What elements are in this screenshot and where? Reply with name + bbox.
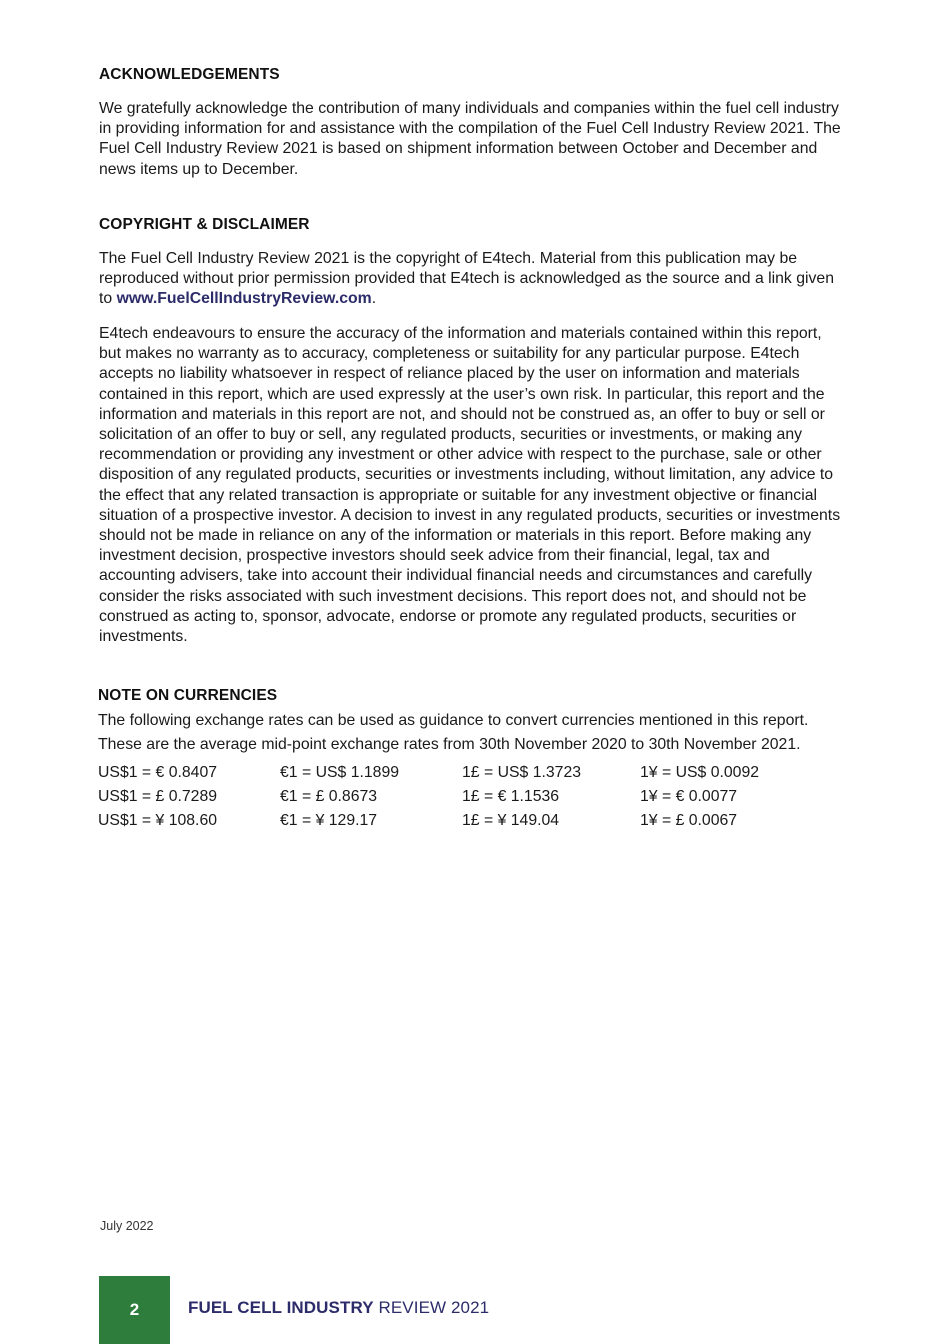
exchange-rate: €1 = ¥ 129.17	[280, 812, 378, 829]
copyright-body	[99, 249, 839, 310]
exchange-rate: €1 = £ 0.8673	[280, 788, 378, 805]
exchange-rate: 1£ = ¥ 149.04	[462, 812, 560, 829]
exchange-rate-row	[98, 761, 858, 785]
footer-title-bold: FUEL CELL INDUSTRY	[188, 1298, 374, 1317]
currencies-heading: NOTE ON CURRENCIES	[98, 687, 278, 704]
website-link[interactable]: www.FuelCellIndustryReview.com	[116, 290, 372, 308]
footer-title	[188, 1298, 489, 1318]
exchange-rates-table	[98, 761, 858, 833]
exchange-rate: US$1 = £ 0.7289	[98, 788, 218, 805]
currencies-intro-line2: These are the average mid-point exchange rates from 30th November 2020 to 30th November 2021.	[98, 736, 801, 753]
copyright-body-text: The Fuel Cell Industry Review 2021 is the copyright of E4tech. Material from this publication may be reproduced without prior permission provided that E4tech is acknowledged as the source and a link given to	[99, 250, 834, 308]
page-number-box	[99, 1276, 170, 1344]
exchange-rate-row	[98, 785, 858, 809]
copyright-heading: COPYRIGHT & DISCLAIMER	[99, 216, 310, 233]
acknowledgements-heading: ACKNOWLEDGEMENTS	[99, 66, 280, 83]
exchange-rate: 1¥ = US$ 0.0092	[640, 764, 760, 781]
acknowledgements-body: We gratefully acknowledge the contribution of many individuals and companies within the fuel cell industry in providing information for and assistance with the compilation of the Fuel Cell Industry Review 2021. The Fuel Cell Industry Review 2021 is based on shipment information between October and December and news items up to December.	[99, 100, 841, 178]
publication-date: July 2022	[100, 1219, 154, 1233]
disclaimer-body: E4tech endeavours to ensure the accuracy of the information and materials contained within this report, but makes no warranty as to accuracy, completeness or suitability for any particular purpose. E4tech accepts no liability whatsoever in respect of reliance placed by the user on information and materials contained in this report, which are used expressly at the user’s own risk. In particular, this report and the information and materials in this report are not, and should not be construed as, an offer to buy or sell or solicitation of an offer to buy or sell, any regulated products, securities or investments, or making any recommendation or providing any investment or other advice with respect to the purchase, sale or other disposition of any regulated products, securities or investments including, without limitation, any advice to the effect that any related transaction is appropriate or suitable for any investment objective or financial situation of a prospective investor. A decision to invest in any regulated products, securities or investments should not be made in reliance on any of the information or materials in this report. Before making any investment decision, prospective investors should seek advice from their financial, legal, tax and accounting advisers, take into account their individual financial needs and circumstances and carefully consider the risks associated with such investment decisions. This report does not, and should not be construed as acting to, sponsor, advocate, endorse or promote any regulated products, securities or investments.	[99, 325, 841, 646]
currencies-intro	[98, 709, 858, 757]
exchange-rate: US$1 = € 0.8407	[98, 764, 218, 781]
exchange-rate-row	[98, 809, 858, 833]
copyright-body-end: .	[371, 290, 377, 308]
exchange-rate: €1 = US$ 1.1899	[280, 764, 400, 781]
footer-title-light: REVIEW 2021	[373, 1298, 490, 1317]
exchange-rate: 1£ = € 1.1536	[462, 788, 560, 805]
page-number: 2	[129, 1300, 140, 1319]
exchange-rate: 1¥ = € 0.0077	[640, 788, 738, 805]
exchange-rate: 1£ = US$ 1.3723	[462, 764, 582, 781]
exchange-rate: US$1 = ¥ 108.60	[98, 812, 218, 829]
currencies-intro-line1: The following exchange rates can be used as guidance to convert currencies mentioned in this report.	[98, 712, 809, 729]
exchange-rate: 1¥ = £ 0.0067	[640, 812, 738, 829]
